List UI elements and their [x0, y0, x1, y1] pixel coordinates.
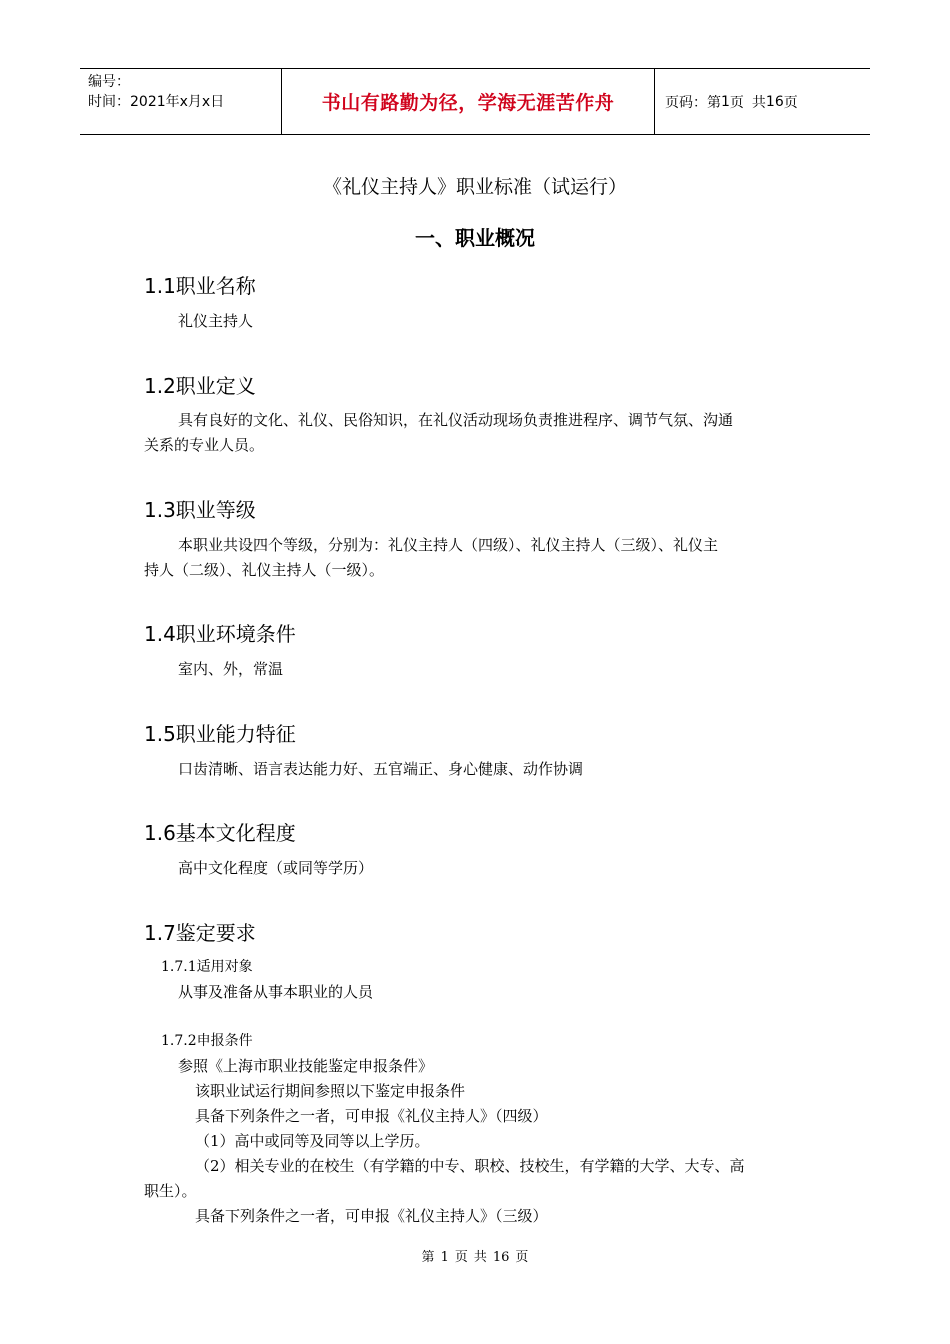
header-motto-cell: [282, 69, 655, 134]
section-body: 关系的专业人员。: [144, 436, 265, 454]
section-body: 持人（二级）、礼仪主持人（一级）。: [144, 561, 385, 579]
document-title: 《礼仪主持人》职业标准（试运行）: [322, 176, 627, 198]
footer-suffix: 页: [515, 1250, 529, 1265]
section-body: 室内、外，常温: [178, 660, 284, 678]
header-meta: [80, 69, 282, 134]
page-total: 16: [765, 93, 784, 110]
page-suffix: 页: [783, 94, 798, 111]
section-body: 口齿清晰、语言表达能力好、五官端正、身心健康、动作协调: [178, 760, 584, 778]
footer-total: 16: [492, 1250, 510, 1265]
header-motto: 书山有路勤为径，学海无涯苦作舟: [321, 92, 615, 114]
section-body: 礼仪主持人: [178, 312, 254, 330]
footer-total-prefix: 共: [473, 1250, 487, 1265]
page-total-prefix: 共: [751, 94, 766, 111]
section-heading: 1.4职业环境条件: [144, 622, 296, 646]
subsection-line: 职生）。: [144, 1182, 197, 1200]
page-mid: 页: [729, 94, 744, 111]
section-heading: 1.2职业定义: [144, 374, 256, 398]
serial-label: 编号：: [88, 74, 130, 90]
date-label: 时间：2021年x月x日: [88, 94, 225, 110]
page-current: 1: [721, 93, 730, 110]
section-heading: 1.6基本文化程度: [144, 821, 296, 845]
footer-mid: 页: [454, 1250, 468, 1265]
subsection-line: 具备下列条件之一者，可申报《礼仪主持人》（三级）: [195, 1207, 548, 1225]
subsection-heading: 1.7.1适用对象: [161, 959, 253, 975]
subsection-body: 从事及准备从事本职业的人员: [178, 983, 374, 1001]
subsection-line: （1）高中或同等及同等以上学历。: [195, 1132, 430, 1150]
subsection-line: 参照《上海市职业技能鉴定申报条件》: [178, 1057, 434, 1075]
section-body: 高中文化程度（或同等学历）: [178, 859, 374, 877]
subsection-line: 具备下列条件之一者，可申报《礼仪主持人》（四级）: [195, 1107, 548, 1125]
footer-current: 1: [440, 1250, 449, 1265]
section-body: 本职业共设四个等级，分别为：礼仪主持人（四级）、礼仪主持人（三级）、礼仪主: [178, 536, 719, 554]
section-heading: 1.3职业等级: [144, 498, 256, 522]
header-page-number: [655, 69, 870, 134]
page-header: [80, 68, 870, 135]
footer-prefix: 第: [421, 1250, 435, 1265]
subsection-line: （2）相关专业的在校生（有学籍的中专、职校、技校生，有学籍的大学、大专、高: [195, 1157, 745, 1175]
page-footer: [0, 1246, 950, 1265]
section-heading: 1.1职业名称: [144, 274, 256, 298]
subsection-heading: 1.7.2申报条件: [161, 1033, 253, 1049]
page-prefix: 页码：第: [665, 94, 721, 111]
section-body: 具有良好的文化、礼仪、民俗知识，在礼仪活动现场负责推进程序、调节气氛、沟通: [178, 411, 734, 429]
subsection-line: 该职业试运行期间参照以下鉴定申报条件: [195, 1082, 466, 1100]
section-heading: 1.7鉴定要求: [144, 921, 256, 945]
chapter-heading: 一、职业概况: [415, 226, 535, 250]
section-heading: 1.5职业能力特征: [144, 722, 296, 746]
